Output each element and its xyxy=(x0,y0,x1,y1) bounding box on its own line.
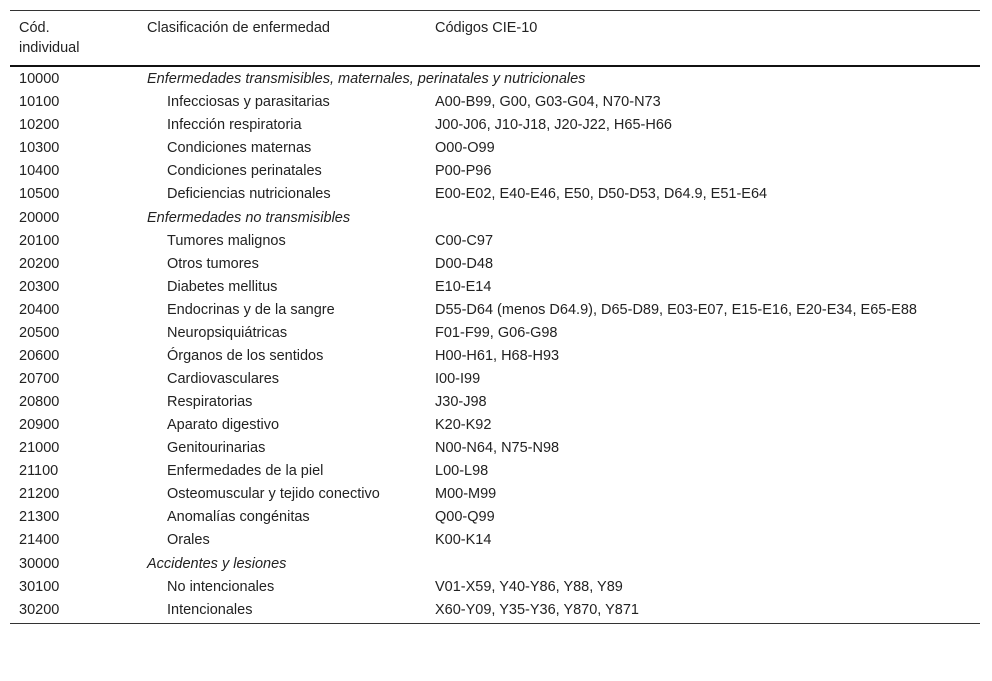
cell-icd-codes: Q00-Q99 xyxy=(435,509,495,525)
cell-icd-codes: D55-D64 (menos D64.9), D65-D89, E03-E07, E15-E16, E20-E34, E65-E88 xyxy=(435,302,917,318)
table-row-category xyxy=(10,206,980,230)
cell-category-name: Accidentes y lesiones xyxy=(147,556,287,572)
cell-code: 20300 xyxy=(19,279,60,295)
cell-disease-name: Respiratorias xyxy=(167,394,253,410)
cell-code: 10400 xyxy=(19,163,60,179)
cell-code: 20100 xyxy=(19,233,60,249)
cell-icd-codes: A00-B99, G00, G03-G04, N70-N73 xyxy=(435,94,661,110)
cell-icd-codes: C00-C97 xyxy=(435,233,494,249)
cell-code: 21200 xyxy=(19,486,60,502)
table-row xyxy=(10,414,980,437)
table-row xyxy=(10,91,980,114)
cell-icd-codes: H00-H61, H68-H93 xyxy=(435,348,560,364)
cell-disease-name: Infecciosas y parasitarias xyxy=(167,94,330,110)
cell-disease-name: Diabetes mellitus xyxy=(167,279,278,295)
cell-code: 20200 xyxy=(19,256,60,272)
cell-code: 10200 xyxy=(19,117,60,133)
table-row xyxy=(10,529,980,552)
table-body xyxy=(10,66,980,624)
cell-disease-name: Cardiovasculares xyxy=(167,371,280,387)
cell-category-name: Enfermedades no transmisibles xyxy=(147,210,351,226)
cell-disease-name: No intencionales xyxy=(167,579,275,595)
table-row xyxy=(10,576,980,599)
table-row xyxy=(10,483,980,506)
cell-code: 20900 xyxy=(19,417,60,433)
cell-disease-name: Condiciones perinatales xyxy=(167,163,322,179)
header-row xyxy=(10,11,980,67)
cell-icd-codes: X60-Y09, Y35-Y36, Y870, Y871 xyxy=(435,602,639,618)
table-row xyxy=(10,160,980,183)
table-row xyxy=(10,437,980,460)
cell-icd-codes: E00-E02, E40-E46, E50, D50-D53, D64.9, E51-E64 xyxy=(435,186,768,202)
cell-icd-codes: L00-L98 xyxy=(435,463,489,479)
header-classification: Clasificación de enfermedad xyxy=(147,20,330,36)
table-row xyxy=(10,391,980,414)
disease-classification-table xyxy=(10,10,980,624)
table-row-category xyxy=(10,552,980,576)
cell-code: 30200 xyxy=(19,602,60,618)
cell-disease-name: Endocrinas y de la sangre xyxy=(167,302,335,318)
cell-icd-codes: F01-F99, G06-G98 xyxy=(435,325,558,341)
cell-icd-codes: J00-J06, J10-J18, J20-J22, H65-H66 xyxy=(435,117,672,133)
cell-icd-codes: D00-D48 xyxy=(435,256,494,272)
cell-code: 21300 xyxy=(19,509,60,525)
table-row xyxy=(10,253,980,276)
cell-icd-codes: N00-N64, N75-N98 xyxy=(435,440,560,456)
cell-code: 21100 xyxy=(19,463,59,479)
cell-code: 20400 xyxy=(19,302,60,318)
table-row xyxy=(10,460,980,483)
cell-icd-codes: J30-J98 xyxy=(435,394,487,410)
cell-disease-name: Neuropsiquiátricas xyxy=(167,325,288,341)
cell-icd-codes: O00-O99 xyxy=(435,140,495,156)
cell-code: 30100 xyxy=(19,579,60,595)
cell-disease-name: Tumores malignos xyxy=(167,233,286,249)
cell-code: 10100 xyxy=(19,94,60,110)
cell-category-name: Enfermedades transmisibles, maternales, perinatales y nutricionales xyxy=(147,71,586,87)
header-icd-codes: Códigos CIE-10 xyxy=(435,20,538,36)
cell-disease-name: Infección respiratoria xyxy=(167,117,302,133)
cell-disease-name: Anomalías congénitas xyxy=(167,509,310,525)
cell-icd-codes: M00-M99 xyxy=(435,486,497,502)
cell-code: 20800 xyxy=(19,394,60,410)
cell-icd-codes: K00-K14 xyxy=(435,532,492,548)
cell-icd-codes: K20-K92 xyxy=(435,417,492,433)
header-code: Cód. individual xyxy=(19,20,80,56)
table-row xyxy=(10,345,980,368)
table-row xyxy=(10,183,980,206)
table-row xyxy=(10,506,980,529)
cell-code: 20700 xyxy=(19,371,60,387)
cell-code: 20500 xyxy=(19,325,60,341)
cell-code: 30000 xyxy=(19,556,60,572)
table-row xyxy=(10,230,980,253)
cell-disease-name: Enfermedades de la piel xyxy=(167,463,324,479)
cell-disease-name: Órganos de los sentidos xyxy=(167,348,324,364)
cell-code: 21000 xyxy=(19,440,60,456)
cell-disease-name: Aparato digestivo xyxy=(167,417,280,433)
disease-classification-table-container xyxy=(10,10,980,624)
table-header xyxy=(10,11,980,67)
cell-code: 20000 xyxy=(19,210,60,226)
cell-disease-name: Otros tumores xyxy=(167,256,259,272)
cell-icd-codes: V01-X59, Y40-Y86, Y88, Y89 xyxy=(435,579,623,595)
table-row xyxy=(10,137,980,160)
cell-icd-codes: E10-E14 xyxy=(435,279,492,295)
table-row xyxy=(10,368,980,391)
cell-disease-name: Genitourinarias xyxy=(167,440,266,456)
table-row xyxy=(10,322,980,345)
table-row xyxy=(10,599,980,624)
table-row-category xyxy=(10,66,980,91)
cell-code: 10000 xyxy=(19,71,60,87)
cell-code: 10500 xyxy=(19,186,60,202)
cell-icd-codes: P00-P96 xyxy=(435,163,492,179)
cell-disease-name: Condiciones maternas xyxy=(167,140,312,156)
cell-disease-name: Intencionales xyxy=(167,602,253,618)
cell-disease-name: Deficiencias nutricionales xyxy=(167,186,331,202)
cell-icd-codes: I00-I99 xyxy=(435,371,481,387)
cell-code: 10300 xyxy=(19,140,60,156)
table-row xyxy=(10,114,980,137)
cell-disease-name: Orales xyxy=(167,532,210,548)
cell-code: 20600 xyxy=(19,348,60,364)
table-row xyxy=(10,276,980,299)
cell-code: 21400 xyxy=(19,532,60,548)
cell-disease-name: Osteomuscular y tejido conectivo xyxy=(167,486,380,502)
table-row xyxy=(10,299,980,322)
